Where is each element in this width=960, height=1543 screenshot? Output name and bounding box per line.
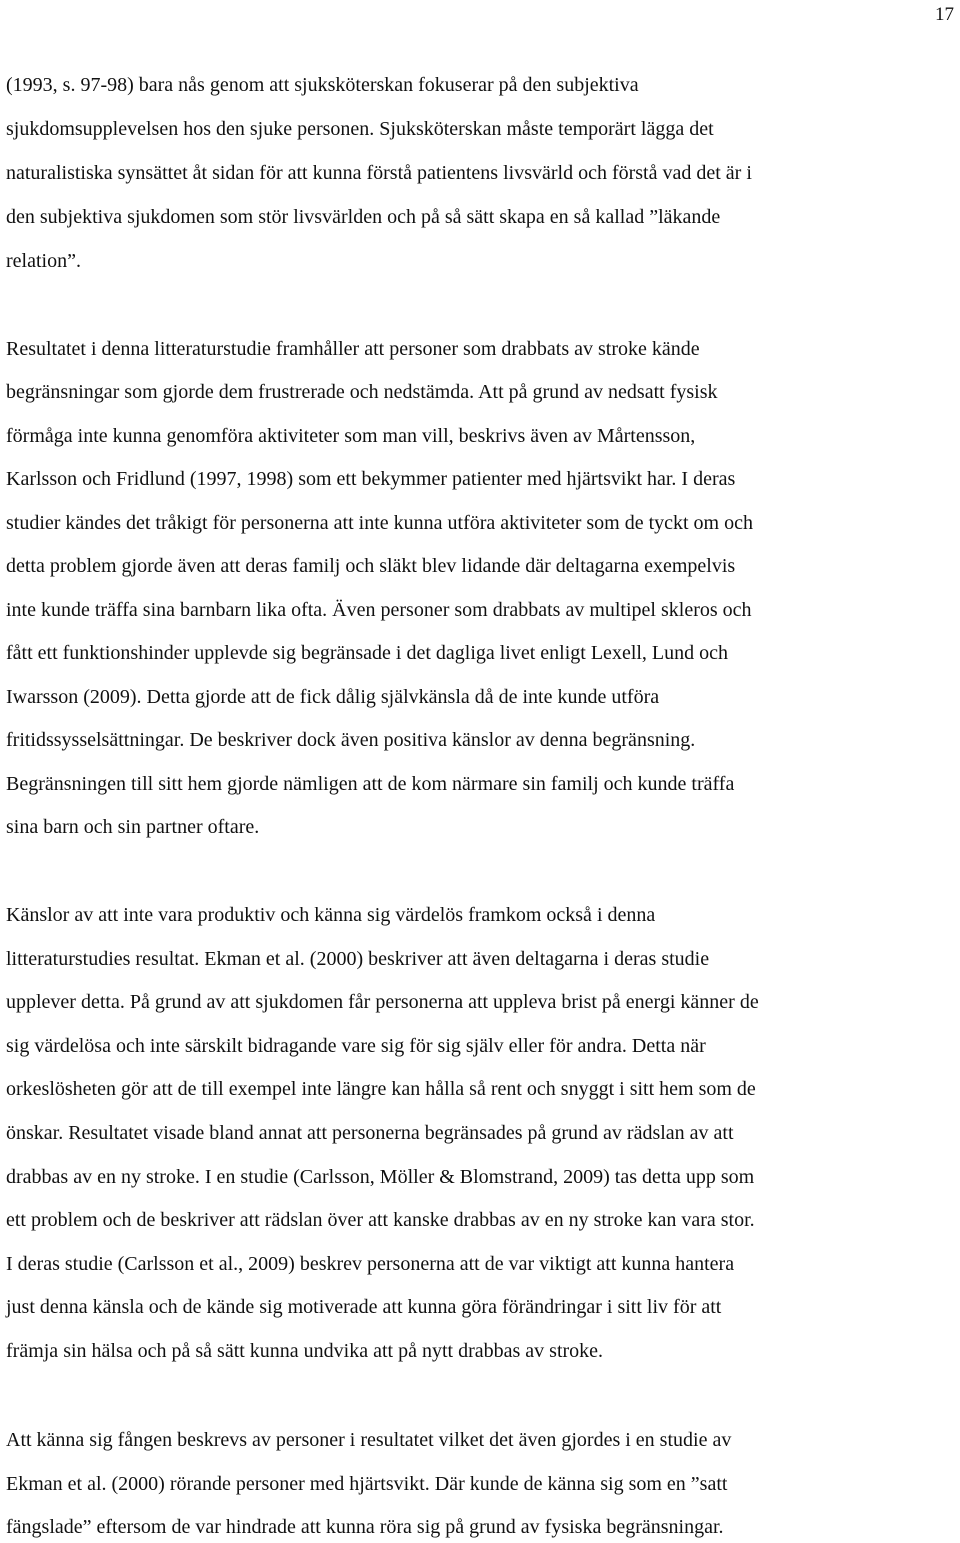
page-number: 17 [935, 4, 954, 25]
text-line: orkeslösheten gör att de till exempel inte längre kan hålla så rent och snyggt i sitt hem som de [6, 1078, 756, 1100]
text-line: studier kändes det tråkigt för personerna att inte kunna utföra aktiviteter som de tyckt om och [6, 512, 753, 534]
text-line: Karlsson och Fridlund (1997, 1998) som ett bekymmer patienter med hjärtsvikt har. I deras [6, 468, 736, 490]
text-line: Begränsningen till sitt hem gjorde nämligen att de kom närmare sin familj och kunde träffa [6, 773, 735, 795]
text-line: fått ett funktionshinder upplevde sig begränsade i det dagliga livet enligt Lexell, Lund och [6, 642, 729, 664]
text-line: förmåga inte kunna genomföra aktiviteter som man vill, beskrivs även av Mårtensson, [6, 425, 696, 447]
text-line: begränsningar som gjorde dem frustrerade och nedstämda. Att på grund av nedsatt fysisk [6, 381, 718, 403]
text-line: Känslor av att inte vara produktiv och känna sig värdelös framkom också i denna [6, 904, 656, 926]
text-line: litteraturstudies resultat. Ekman et al. (2000) beskriver att även deltagarna i deras studie [6, 948, 710, 970]
text-line: främja sin hälsa och på så sätt kunna undvika att på nytt drabbas av stroke. [6, 1340, 604, 1362]
text-line: ett problem och de beskriver att rädslan över att kanske drabbas av en ny stroke kan vara stor. [6, 1209, 755, 1231]
text-line: sig värdelösa och inte särskilt bidragande vare sig för sig själv eller för andra. Detta när [6, 1035, 706, 1057]
text-line: relation”. [6, 250, 81, 272]
text-line: Resultatet i denna litteraturstudie framhåller att personer som drabbats av stroke kände [6, 338, 700, 360]
text-line: Ekman et al. (2000) rörande personer med hjärtsvikt. Där kunde de känna sig som en ”satt [6, 1473, 728, 1495]
text-line: drabbas av en ny stroke. I en studie (Carlsson, Möller & Blomstrand, 2009) tas detta upp som [6, 1166, 755, 1188]
text-line: fritidssysselsättningar. De beskriver dock även positiva känslor av denna begränsning. [6, 729, 696, 751]
text-line: sina barn och sin partner oftare. [6, 816, 260, 838]
text-line: upplever detta. På grund av att sjukdomen får personerna att uppleva brist på energi känner de [6, 991, 759, 1013]
text-line: naturalistiska synsättet åt sidan för att kunna förstå patientens livsvärld och förstå vad det är i [6, 162, 752, 184]
text-line: fängslade” eftersom de var hindrade att kunna röra sig på grund av fysiska begränsningar. [6, 1516, 724, 1538]
text-line: önskar. Resultatet visade bland annat att personerna begränsades på grund av rädslan av att [6, 1122, 734, 1144]
text-line: den subjektiva sjukdomen som stör livsvärlden och på så sätt skapa en så kallad ”läkande [6, 206, 721, 228]
text-line: Att känna sig fången beskrevs av personer i resultatet vilket det även gjordes i en studie av [6, 1429, 732, 1451]
text-line: detta problem gjorde även att deras familj och släkt blev lidande där deltagarna exempelvis [6, 555, 736, 577]
text-line: sjukdomsupplevelsen hos den sjuke personen. Sjuksköterskan måste temporärt lägga det [6, 118, 714, 140]
text-line: Iwarsson (2009). Detta gjorde att de fick dålig självkänsla då de inte kunde utföra [6, 686, 660, 708]
text-line: just denna känsla och de kände sig motiverade att kunna göra förändringar i sitt liv för att [6, 1296, 722, 1318]
text-line: (1993, s. 97-98) bara nås genom att sjuksköterskan fokuserar på den subjektiva [6, 74, 639, 96]
text-line: I deras studie (Carlsson et al., 2009) beskrev personerna att de var viktigt att kunna hantera [6, 1253, 735, 1275]
text-line: inte kunde träffa sina barnbarn lika ofta. Även personer som drabbats av multipel skleros och [6, 599, 752, 621]
